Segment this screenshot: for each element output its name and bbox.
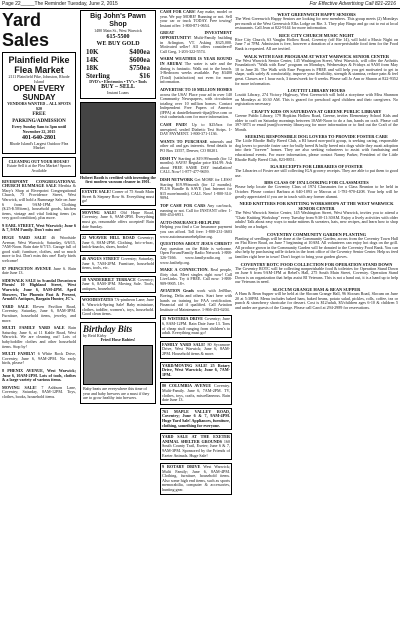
event-body: Rice City Church, 63 Vaughn Hollow Road, Coventry (off Rte 14), will hold a Music Night on June 7 at 7PM. Admission is free, however a donation of a non-perishable food item for the Food Bank is requested. All are invited. (235, 36, 398, 51)
bigjohn-address: 1480 Main St., West Warwick (94, 28, 142, 33)
listing-item (80, 234, 156, 252)
listing-item-title: YARD SALE (2, 303, 29, 309)
label-10k: 10K (86, 47, 99, 56)
bday-body: Baby beats are everywhere this time of year and baby brewers are a must if they are to grow healthy into brewers. (83, 386, 150, 401)
listing-item-body: Rain Saturday, June 6, at 11 Kahle Road, West Warwick. We are cleaning out! Lots of baby/toddler clothes and other household items. Stop by! (2, 325, 76, 349)
classified-item-body: Any car/truck, running or not. Call for INSTANT offer: 1-800-454-6951. (160, 202, 232, 218)
classified-item (160, 57, 232, 85)
listing-item-body: 7A-pintheon Lane; June 6. Warwick-Spring Sale! Baby miniature, clothes, toddler, women's, toys, household. Good clean items. (82, 297, 154, 317)
listing-item-title: ESTATE SALE! (82, 188, 111, 194)
event-heading: NEED KNITTERS FOR KNITTING WORKSHOPS AT THE WEST WARWICK SENIOR CENTER (239, 201, 394, 212)
page-header-right: For Effective Advertising Call 821-2216 (309, 1, 396, 7)
event-heading: IGA RECEIPTS FOR LIBRARIES OF FOSTER (270, 164, 363, 170)
bigjohn-phone: 615-5500 (106, 33, 130, 40)
classified-item-body: Multi-Family building in Arlington, VT. Asking $325,000. Motivated seller! All offers considered! Call Greg, 1-203-322-5574. (160, 34, 232, 54)
classified-item-title: GREAT INVESTMENT OPPORTUNITY! (160, 30, 232, 40)
left-listings (2, 180, 76, 400)
classified-item (160, 178, 232, 201)
event-body: The West Warwick Senior Center, 145 Washington Street, West Warwick, invites you to attend a "Chair Knitting Workshop" every Tuesday from 9:30-11:30AM. Enjoy a lively activities with older adults! Talk about easy ways to make mittens & sweaters, hats, new recipes, and learn how to shop healthy on a budget. (235, 210, 398, 229)
listing-item-body: Old Hope Road, Coventry; June 6, 9AM-2PM. Everything must go, reasonable offers accepted! Rain date Sunday. (82, 209, 154, 229)
flea-phone: 401-640-2801 (22, 134, 56, 141)
listing-item (2, 236, 76, 264)
listing-item-body: Merthia & Mary's Shop at Riverpoint Congregational Church, 75 Providence Street, West Warwick, will hold a Rummage Sale on June 6 from 9AM-1PM. Clothing ($.25-$.50/item), household goods, kitchen items, vintage and vital linking items (as very good condition), plus more. (2, 183, 76, 221)
classified-item (160, 140, 232, 154)
classified-item-title: TOP CASH FOR CARS (160, 202, 206, 208)
yard-sale-item-title: 35 WISTERIA DRIVE (162, 316, 204, 322)
label-sterling: Sterling (86, 71, 110, 80)
event-listings (235, 12, 398, 310)
bday-subtitle: by Reid Kirby (83, 332, 107, 338)
vacuum-photo (80, 102, 156, 174)
classified-listings (160, 10, 232, 312)
listing-item-title: 18 VANDERBILT TERRACE (82, 276, 136, 282)
label-18k: 18K (86, 63, 99, 72)
yard-sale-item-title: YARD SALE AT THE EXETER ANIMAL SHELTER GROUNDS (162, 434, 230, 444)
price-10k: $400ea (129, 47, 150, 56)
classified-item-title: CASH FOR CARS! (160, 10, 196, 14)
column-1 (2, 10, 76, 402)
classified-item-body: minerals and other oil and gas interests. Send details to PO Box 13557, Denver, CO 80201. (160, 138, 232, 154)
listing-item-body: Coventry; Saturday, June 6, 7AM-2PM. Furniture, household items, tools, etc. (82, 255, 154, 271)
event-heading: SLOCUM GRANGE HAM & BEAN SUPPER (272, 286, 361, 292)
yard-sale-item-body: Coventry; June 6, 8AM-12PM. Rain Date June 13. Tons of cheap stuff ranging from children's to adult. Everything must go! (162, 316, 230, 336)
event-heading: LOUTTIT LIBRARY HOURS (287, 88, 346, 94)
boxed-listings (160, 315, 232, 494)
event-heading: BHS CLASS OF 1974 LOOKING FOR CLASSMATES (264, 180, 369, 186)
event-body: Planting of seedlings will be done at the Community Garden, across from the Coventry Town Hall on Flat River Road, on June 7 beginning at 10AM. All volunteers can enjoy hot dogs on the grill. All produce grown in the Community Garden will be donated to the Coventry Food Bank. You can also help by purchasing raffle tickets in the front office of the Coventry Senior Center. Help us feed families right here in town! Don't forget to bring your garden gloves. (235, 235, 398, 259)
listing-item-body: Coventry; June 6, 8AM-2PM. Clothing, bric-a-brac, knick-knacks, shoes, books! (82, 235, 154, 250)
page-header-left: Page 22_____The Reminder Tuesday, June 2, 2015 (2, 1, 118, 7)
listing-item (80, 296, 156, 318)
classified-item (160, 268, 232, 286)
column-2 (80, 10, 156, 407)
mid-listings (80, 188, 156, 319)
bigjohn-title: Big John's Pawn Shop (90, 13, 146, 28)
classified-item-title: QUESTIONS ABOUT JESUS CHRIST? (160, 241, 232, 247)
price-18k: $750ea (129, 63, 150, 72)
listing-item (80, 255, 156, 273)
event-body: The Coventry ROTC will be collecting nonperishable food & toiletries for Operation Stand Down on June 6 from 9AM-1PM at Rebel's Hall, 275 South Main Street, Coventry. Operation Stand Down is an organization that helps assist RI Veterans. This is not a hand out, it is a hand up to help our Veterans in need. (235, 265, 398, 285)
listing-item-body: Corner of 75 South Main Street & Stepney Row St. Everything must go! (82, 188, 154, 204)
classified-item-title: DISH NETWORK (160, 177, 194, 182)
listing-item (2, 386, 76, 400)
event-body: The West Warwick Senior Center, 145 Washington Street, West Warwick, will offer the Arthritis Foundation's "Walk with Ease" program on Mondays, Wednesdays & Fridays at 9AM from May 18 to June 26. The Walk with Ease Program is FREE and will help you get motivated to get in shape, walk safely & comfortably, improve your flexibility, strength & stamina, reduce pain & feel great. Classes are 1 hour each, 3 times/week for 6 weeks. Please call Jo Ann or Sharon at 822-9352 for more information. (235, 57, 398, 86)
cleanout-title: CLEANING OUT YOUR HOUSE? (8, 158, 70, 164)
listing-item-title: 87 PRINCETON AVENUE (2, 265, 52, 271)
event-heading: CRAFTY KIDS ON SATURDAYS AT GREENE PUBLIC LIBRARY (251, 108, 382, 114)
column-4-events (235, 10, 398, 311)
bday-title: Birthday Bits (83, 323, 133, 334)
flea-title: Plainfield Pike Flea Market (8, 55, 70, 75)
classified-item-body: Get MORE for LESS! Starting $19.99/month (for 12 months). PLUS Bundle & SAVE (fast Internet for $15 more/month). CALL Now! 1-800-314-9094. (160, 177, 232, 201)
price-sterling: $16 (139, 71, 150, 80)
price-row-14k (83, 56, 153, 64)
listing-item-title: RIVERPOINT CONGREGATIONAL CHURCH RUMMAGE SALE (2, 178, 76, 189)
cleanout-body: Estate Sell it at the Flea Market! Spaces Available (7, 163, 71, 173)
page-header (0, 0, 400, 9)
classified-item (160, 123, 232, 137)
event-body: The Little Rhodie Bully Breed Club, a RI based non-profit group, is seeking caring, responsible dog lovers to provide foster care for bully breed & bully breed mix dogs while they await adoption into their "forever" homes. They are also seeking volunteers to assist with fundraising and educational events. For more information, please contact Nanny Parker, President of the Little Rhodie Bully Breed Club, 823-8851. (235, 138, 398, 162)
listing-item-body: 6 White Rock Drive, Coventry; June 6, 9AM-2PM. No early birds, please! (2, 351, 76, 366)
yard-sale-item-body: West Warwick; Multi Family; June 6, 8AM-4PM. Clothing, furniture, household items. Also some high end items, such as sports memorabilia, computer & accessories, hunting gear. (162, 464, 231, 493)
yard-sale-item-title: 9 ROTARY DRIVE (162, 464, 201, 470)
yard-sale-item (160, 315, 232, 337)
birthday-bits-box (80, 322, 156, 404)
classified-item (160, 10, 232, 28)
listing-item (80, 276, 156, 294)
listing-item-title: MULTI FAMILY YARD SALE (2, 325, 65, 331)
listing-item (2, 279, 76, 302)
event-body: The Libraries of Foster are still collecting IGA grocery receipts. They are able to put them to good use. (235, 168, 398, 178)
listing-item-title: 9 EARL STREET, West Warwick; June 6 & 7, 9AM Family. Don't miss out! (2, 222, 76, 233)
event-heading: RICE CITY CHURCH MUSIC NIGHT (279, 32, 354, 38)
event-body: Greene Public Library, 179 Hopkins Hollow Road, Greene, invites Elementary School Kids and older to craft on Saturday mornings between 10AM-Noon to do a fun, hands on craft. Please call 397-3873 or email jean@coventry library.org for more information or to find out the Craft of the Month. (235, 112, 398, 132)
listing-item-title: SIDEWALK SALE in Scandal Downtown Phenix! 10 Highland Street, West Warwick; June 6, 8AM-4PM. April Showers, The Phoenix Past & Present, Arnold's Antiques, Bargain Hunter, JC's. (2, 277, 76, 302)
event-heading: WALK WITH EASE PROGRAM AT WEST WARWICK SENIOR CENTER (243, 53, 389, 59)
classified-item-title: WARM WEATHER IS YEAR ROUND IN ARUBA! (160, 56, 232, 66)
classified-item (160, 204, 232, 218)
event-heading: COVENTRY ROTC FOOD COLLECTION FOR OPERATION STAND DOWN (240, 261, 393, 267)
bigjohn-ad (80, 10, 156, 99)
classified-item-body: The water is safe and the dining is fantastic. Walk out to the beach. 3-Bedroom weeks available. Pay $3400 (Total) (satisfaction) not even for more information. (160, 60, 232, 85)
bigjohn-buy: WE BUY GOLD (96, 40, 140, 47)
listing-item (2, 224, 76, 233)
yard-sale-item-title: YARD/MOVING SALE! 25 Rotary Drive, West Warwick; June 6, 7AM-1PM. (162, 362, 230, 377)
section-title: Yard Sales (2, 10, 50, 50)
event-body: Louttit Library, 274 Victory Highway, West Greenwich will hold a storytime with Miss Shannon on Mondays at 10:30 AM. This is geared for preschool aged children and their caregivers. No registration necessary. (235, 92, 398, 107)
flea-vendors: VENDORS WANTED – ALL SPOTS $20 (7, 101, 71, 111)
yard-sale-item-title: 761 MAPLE VALLEY ROAD, Coventry; June 6 & 7, 9AM-4PM. Huge Yard Sale! Appliances, furniture, clothing, something for everyone. (162, 408, 230, 428)
event-body: Please help locate the Coventry Class of 1974 Classmates for a Class Reunion to be held in October. Please contact Barbara at 640-1093 or Marcus at 1-781-970-4208. Your help will be greatly appreciated if you are in touch with any former alumni. (235, 184, 398, 199)
price-14k: $600ea (129, 55, 150, 64)
classified-item (160, 242, 232, 265)
yard-sale-item (160, 382, 232, 404)
classified-item-title: CASH PAID! (160, 122, 188, 128)
listing-item-title: MULTI FAMILY! (2, 351, 36, 357)
classified-item (160, 289, 232, 312)
classified-item-title: WANTS TO PURCHASE (160, 138, 208, 144)
label-14k: 14K (86, 55, 99, 64)
yard-sale-item-body: 160 South County Trail, Exeter; June 6 & 7, 9AM-3PM. Sponsored by the Friends of Exeter Animals. Huge Sale! (162, 438, 231, 458)
bday-photo (83, 345, 153, 385)
classified-item-title: AVIATION Grads (160, 288, 195, 294)
cleanout-ad (2, 157, 76, 177)
column-3 (160, 10, 232, 498)
classified-item (160, 157, 232, 175)
yard-sale-item (160, 433, 232, 460)
yard-sale-item (160, 408, 232, 430)
classified-item-title: MAKE A CONNECTION. (160, 267, 209, 273)
yard-sale-item-body: 80 Sycamore Drive, West Warwick; June 6, 8AM-2PM. Household items & more. (162, 341, 230, 356)
listing-item (2, 326, 76, 349)
listing-item-body: Eleven Pavilion Road, Coventry; Saturday, June 6, 8AM-3PM. Furniture, household items, jewelry, and more. (2, 303, 76, 323)
classified-item-title: AUTO-INSURANCE-HELPLINE (160, 219, 220, 225)
flea-free: FREE PARKING/ADMISSION (12, 112, 66, 125)
price-row-10k (83, 48, 153, 56)
listing-item-title: 8 PHENIX AVENUE, West Warwick; June 6, 10AM-2PM. Lots of tools, clothes & a large variety of various items. (2, 367, 76, 383)
bigjohn-sell: BUY – SELL (101, 84, 135, 91)
classified-item (160, 31, 232, 54)
classified-item-body: Real people, flirty chat. Meet singles right now! Call LiveLinks. Try it FREE. Call now: 1-888-909-9905. 18+. (160, 267, 232, 286)
flea-hours: Every Sunday 6am to 3pm until November 22, 2015 (11, 124, 67, 134)
listing-item-title: MOVING SALE! (82, 209, 117, 215)
classified-item-body: across the USA! Place your ad in over 140 Community Newspapers, with circulation totaling over 10 million homes. Contact Independent Free Papers of America (IFPA) at danielleburnett-ifpa@live.com or visit cadnetads.com for more information. (160, 91, 232, 120)
yard-sale-item-body: Coventry. Multi-Family. June 6, 7AM-2PM. TV, clothes, toys, crafts, miscellaneous. Rain date June 13. (162, 383, 230, 403)
classified-item-body: Helping you find a Car Insurance payment you can afford. Toll free: 1-800-231-3603 www.autoinsurancehelpline.org. (160, 224, 232, 239)
flea-market-ad (2, 52, 76, 154)
classified-item-title: DISH TV (160, 155, 177, 161)
listing-item (2, 180, 76, 221)
price-row-18k (83, 64, 153, 72)
event-body: A Ham & Bean Supper will be held at the Slocum Grange Hall, 96 Slocum Road, Slocum on June 20 at 5:30PM. Menu includes baked ham, baked beans, potato salad, pickles, rolls, coffee, tea or punch & strawberry shortcake for dessert. Cost is $12/adult, $5/children ages 6-10 & children 5 and under are guests of the Grange. Please call Carol at 294-2989 for reservations. (235, 290, 398, 310)
listing-item-body: 46 Woodside Avenue, West Warwick; Saturday, 6/6/15, 7AM-Noon. Rain date 6/7/15. Garage full of good stuff; furniture, clothes, and so much more to list. Don't miss this one! Early birds welcome! (2, 235, 76, 264)
yard-sale-item (160, 341, 232, 359)
classified-item (160, 88, 232, 120)
yard-sale-item-title: 80 COLUMBIA AVENUE (162, 383, 212, 389)
yard-sale-item (160, 463, 232, 495)
event-body: The West Greenwich Happy Seniors are looking for new members. This group meets (2) Mondays per month at the West Greenwich Elks Lodge on Rte. 3. They play Bingo and go out to eat at local restaurants. Call Jean at 822-9144 for more information. (235, 16, 398, 31)
listing-item-title: 22 WEAVER HILL ROAD (82, 235, 135, 241)
listing-item (2, 369, 76, 383)
classified-item-body: Up to $25/box for unexpired, sealed Diabetic Test Strips. 1-DAY PAYMENT. 1-800-371-1136. (160, 122, 232, 137)
classified-item-body: work with JetBlue, Boeing, Delta and others. Start here with hands on training for FAA certification. Financial aid if qualified. Call Aviation Institute of Maintenance. 1-866-453-6204. (160, 288, 232, 312)
listing-item-body: June 6. Rain date June 13. (2, 265, 76, 276)
listing-item-body: 7 Ashburn Lane, Coventry; Saturday, 8AM-12PM. Toys, clothes, books, household items. (2, 384, 76, 399)
event-heading: WEST GREENWICH HAPPY SENIORS (277, 12, 356, 17)
listing-item (2, 267, 76, 276)
flea-address: 2111 Plainfield Pike, Johnston, Rhode Island (8, 74, 70, 84)
flea-open: OPEN EVERY SUNDAY (13, 84, 65, 103)
bigjohn-loans: Instant Loans (107, 90, 129, 96)
yard-sale-item (160, 362, 232, 380)
classified-item-body: Starting at $19.99/month (for 12 months). SAVE! Regular price $34.99. Ask about FREE SAME DAY installation! CALL Now! 1-877-477-9659. (160, 155, 232, 175)
classified-item-title: ADVERTISE TO 10 MILLION HOMES (160, 86, 232, 92)
flea-tagline: Rhode Island's Largest Outdoor Flea Market (9, 140, 69, 151)
photo-caption: Hubert Booth is credited with inventing the first modern vacuum cleaner in 1901. (80, 174, 156, 185)
classified-item-body: Any question on the Bible is welcome. Open Forum/Family Radio Network 1-888-326-7466. www.familyradio.org or www.fasthelp.org. (160, 245, 232, 265)
classified-item-body: Any make, model or year. We pay MORE! Running or not. Sell your car or truck TODAY. Free towing! Instant offer: 1-800-871-0654. (160, 10, 232, 28)
event-heading: COVENTRY COMMUNITY GARDEN PLANTING (266, 231, 367, 237)
yard-sale-item-title: FAMILY YARD SALE! (162, 341, 206, 347)
classified-item (160, 221, 232, 239)
listing-item-title: 46 ANGUS STREET (82, 255, 120, 261)
listing-item (2, 305, 76, 323)
event-heading: SEEKING RESPONSIBLE DOG LOVERS TO PROVIDE FOSTER CARE (245, 134, 388, 140)
bigjohn-dvd: DVD's • Electronics • TV's • Tools (89, 78, 147, 84)
listing-item (80, 188, 156, 206)
listing-item-title: HUGE YARD SALE! (2, 235, 47, 241)
listing-item (80, 209, 156, 231)
listing-item (2, 352, 76, 366)
listing-item-body: Coventry; June 6, 8AM-1PM. Moving Sale. Tools, antiques, household. (82, 276, 154, 291)
bday-heading: Fried Hose Babies! (100, 337, 136, 343)
listing-item-title: MOVING SALE! (2, 384, 37, 390)
listing-item-title: WOODESTATES (82, 297, 114, 303)
